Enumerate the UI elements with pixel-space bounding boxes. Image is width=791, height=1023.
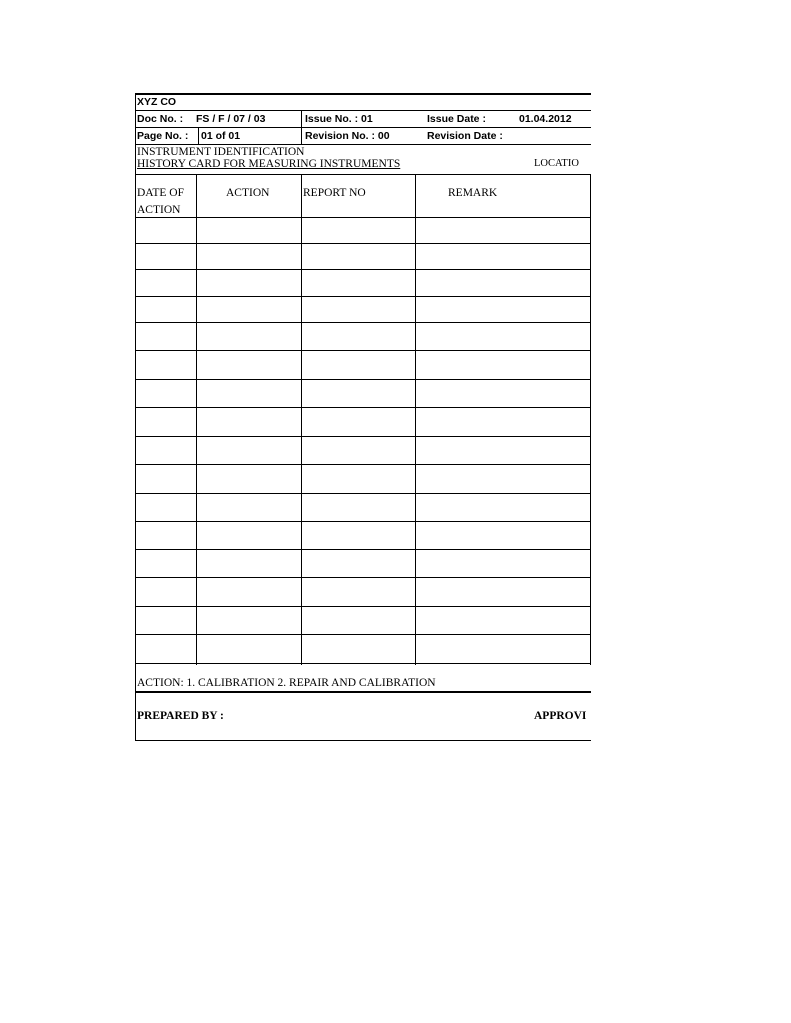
header-sep-3 [135, 144, 591, 145]
table-row [135, 270, 591, 297]
issue-date-value: 01.04.2012 [519, 113, 572, 125]
table-cell[interactable] [137, 244, 194, 269]
table-cell[interactable] [199, 550, 299, 577]
location-label: LOCATIO [534, 158, 579, 169]
table-row [135, 607, 591, 635]
table-cell[interactable] [304, 323, 413, 350]
table-cell[interactable] [418, 550, 588, 577]
table-cell[interactable] [304, 218, 413, 243]
header-sep-1 [135, 110, 591, 111]
col-header-remark: REMARK [448, 187, 498, 199]
table-cell[interactable] [304, 607, 413, 634]
table-top-border [135, 174, 591, 175]
table-cell[interactable] [199, 351, 299, 379]
table-row [135, 635, 591, 664]
table-row [135, 323, 591, 351]
table-cell[interactable] [137, 550, 194, 577]
table-cell[interactable] [304, 351, 413, 379]
table-cell[interactable] [304, 522, 413, 549]
table-cell[interactable] [304, 465, 413, 493]
approved-by-label: APPROVI [534, 710, 587, 722]
table-cell[interactable] [304, 297, 413, 322]
table-cell[interactable] [199, 218, 299, 243]
table-cell[interactable] [304, 408, 413, 436]
issue-no: Issue No. : 01 [305, 113, 373, 125]
table-cell[interactable] [418, 578, 588, 606]
col-header-report-no: REPORT NO [303, 187, 366, 199]
revision-no: Revision No. : 00 [305, 130, 390, 142]
header-vsep-1 [301, 110, 302, 144]
col-header-date: DATE OF [137, 187, 184, 199]
table-cell[interactable] [418, 465, 588, 493]
table-cell[interactable] [137, 578, 194, 606]
history-card-title: HISTORY CARD FOR MEASURING INSTRUMENTS [137, 158, 401, 170]
table-cell[interactable] [199, 635, 299, 663]
table-cell[interactable] [199, 607, 299, 634]
table-header-bottom-border [135, 217, 591, 218]
table-cell[interactable] [199, 380, 299, 407]
table-cell[interactable] [418, 494, 588, 521]
table-row [135, 578, 591, 607]
frame-bottom [135, 740, 591, 741]
table-cell[interactable] [199, 244, 299, 269]
page-no-label: Page No. : [137, 130, 189, 142]
table-row [135, 522, 591, 550]
table-row [135, 494, 591, 522]
table-row [135, 380, 591, 408]
table-row [135, 550, 591, 578]
table-row [135, 351, 591, 380]
doc-no-value: FS / F / 07 / 03 [196, 113, 266, 125]
doc-no-label: Doc No. : [137, 113, 184, 125]
table-cell[interactable] [137, 270, 194, 296]
table-cell[interactable] [304, 635, 413, 663]
table-cell[interactable] [304, 244, 413, 269]
table-cell[interactable] [199, 494, 299, 521]
table-cell[interactable] [199, 323, 299, 350]
table-cell[interactable] [418, 522, 588, 549]
table-cell[interactable] [304, 494, 413, 521]
issue-date-label: Issue Date : [427, 113, 486, 125]
table-cell[interactable] [137, 323, 194, 350]
table-cell[interactable] [304, 578, 413, 606]
table-row [135, 465, 591, 494]
table-cell[interactable] [418, 635, 588, 663]
instrument-identification-title: INSTRUMENT IDENTIFICATION [137, 146, 305, 158]
table-cell[interactable] [199, 270, 299, 296]
col-header-action: ACTION [226, 187, 270, 199]
table-cell[interactable] [418, 270, 588, 296]
action-legend: ACTION: 1. CALIBRATION 2. REPAIR AND CALIBRATION [137, 677, 436, 689]
header-vsep-pageno [198, 127, 199, 144]
table-cell[interactable] [137, 218, 194, 243]
table-cell[interactable] [418, 437, 588, 464]
table-cell[interactable] [199, 297, 299, 322]
company-name: XYZ CO [137, 96, 177, 108]
revision-date-label: Revision Date : [427, 130, 503, 142]
table-row [135, 244, 591, 270]
table-cell[interactable] [304, 437, 413, 464]
table-cell[interactable] [418, 607, 588, 634]
table-cell[interactable] [418, 380, 588, 407]
table-cell[interactable] [137, 380, 194, 407]
table-cell[interactable] [137, 607, 194, 634]
prepared-by-label: PREPARED BY : [137, 710, 224, 722]
table-cell[interactable] [418, 351, 588, 379]
table-cell[interactable] [418, 244, 588, 269]
table-cell[interactable] [199, 522, 299, 549]
table-cell[interactable] [137, 522, 194, 549]
table-cell[interactable] [137, 408, 194, 436]
table-cell[interactable] [304, 270, 413, 296]
table-cell[interactable] [418, 218, 588, 243]
table-row [135, 297, 591, 323]
table-cell[interactable] [137, 494, 194, 521]
history-card-sheet [135, 93, 591, 741]
header-sep-2 [135, 127, 591, 128]
table-cell[interactable] [418, 408, 588, 436]
table-cell[interactable] [304, 380, 413, 407]
table-cell[interactable] [199, 408, 299, 436]
footer-sep [135, 691, 591, 693]
col-header-date-line2: ACTION [137, 204, 181, 216]
table-cell[interactable] [137, 351, 194, 379]
table-cell[interactable] [137, 635, 194, 663]
page-no-value: 01 of 01 [201, 130, 241, 142]
table-cell[interactable] [199, 465, 299, 493]
table-row [135, 437, 591, 465]
table-cell[interactable] [137, 437, 194, 464]
table-row [135, 218, 591, 244]
table-cell[interactable] [137, 465, 194, 493]
table-cell[interactable] [304, 550, 413, 577]
table-cell[interactable] [199, 578, 299, 606]
frame-top [135, 93, 591, 95]
table-cell[interactable] [137, 297, 194, 322]
table-row [135, 408, 591, 437]
table-cell[interactable] [199, 437, 299, 464]
table-cell[interactable] [418, 297, 588, 322]
table-cell[interactable] [418, 323, 588, 350]
